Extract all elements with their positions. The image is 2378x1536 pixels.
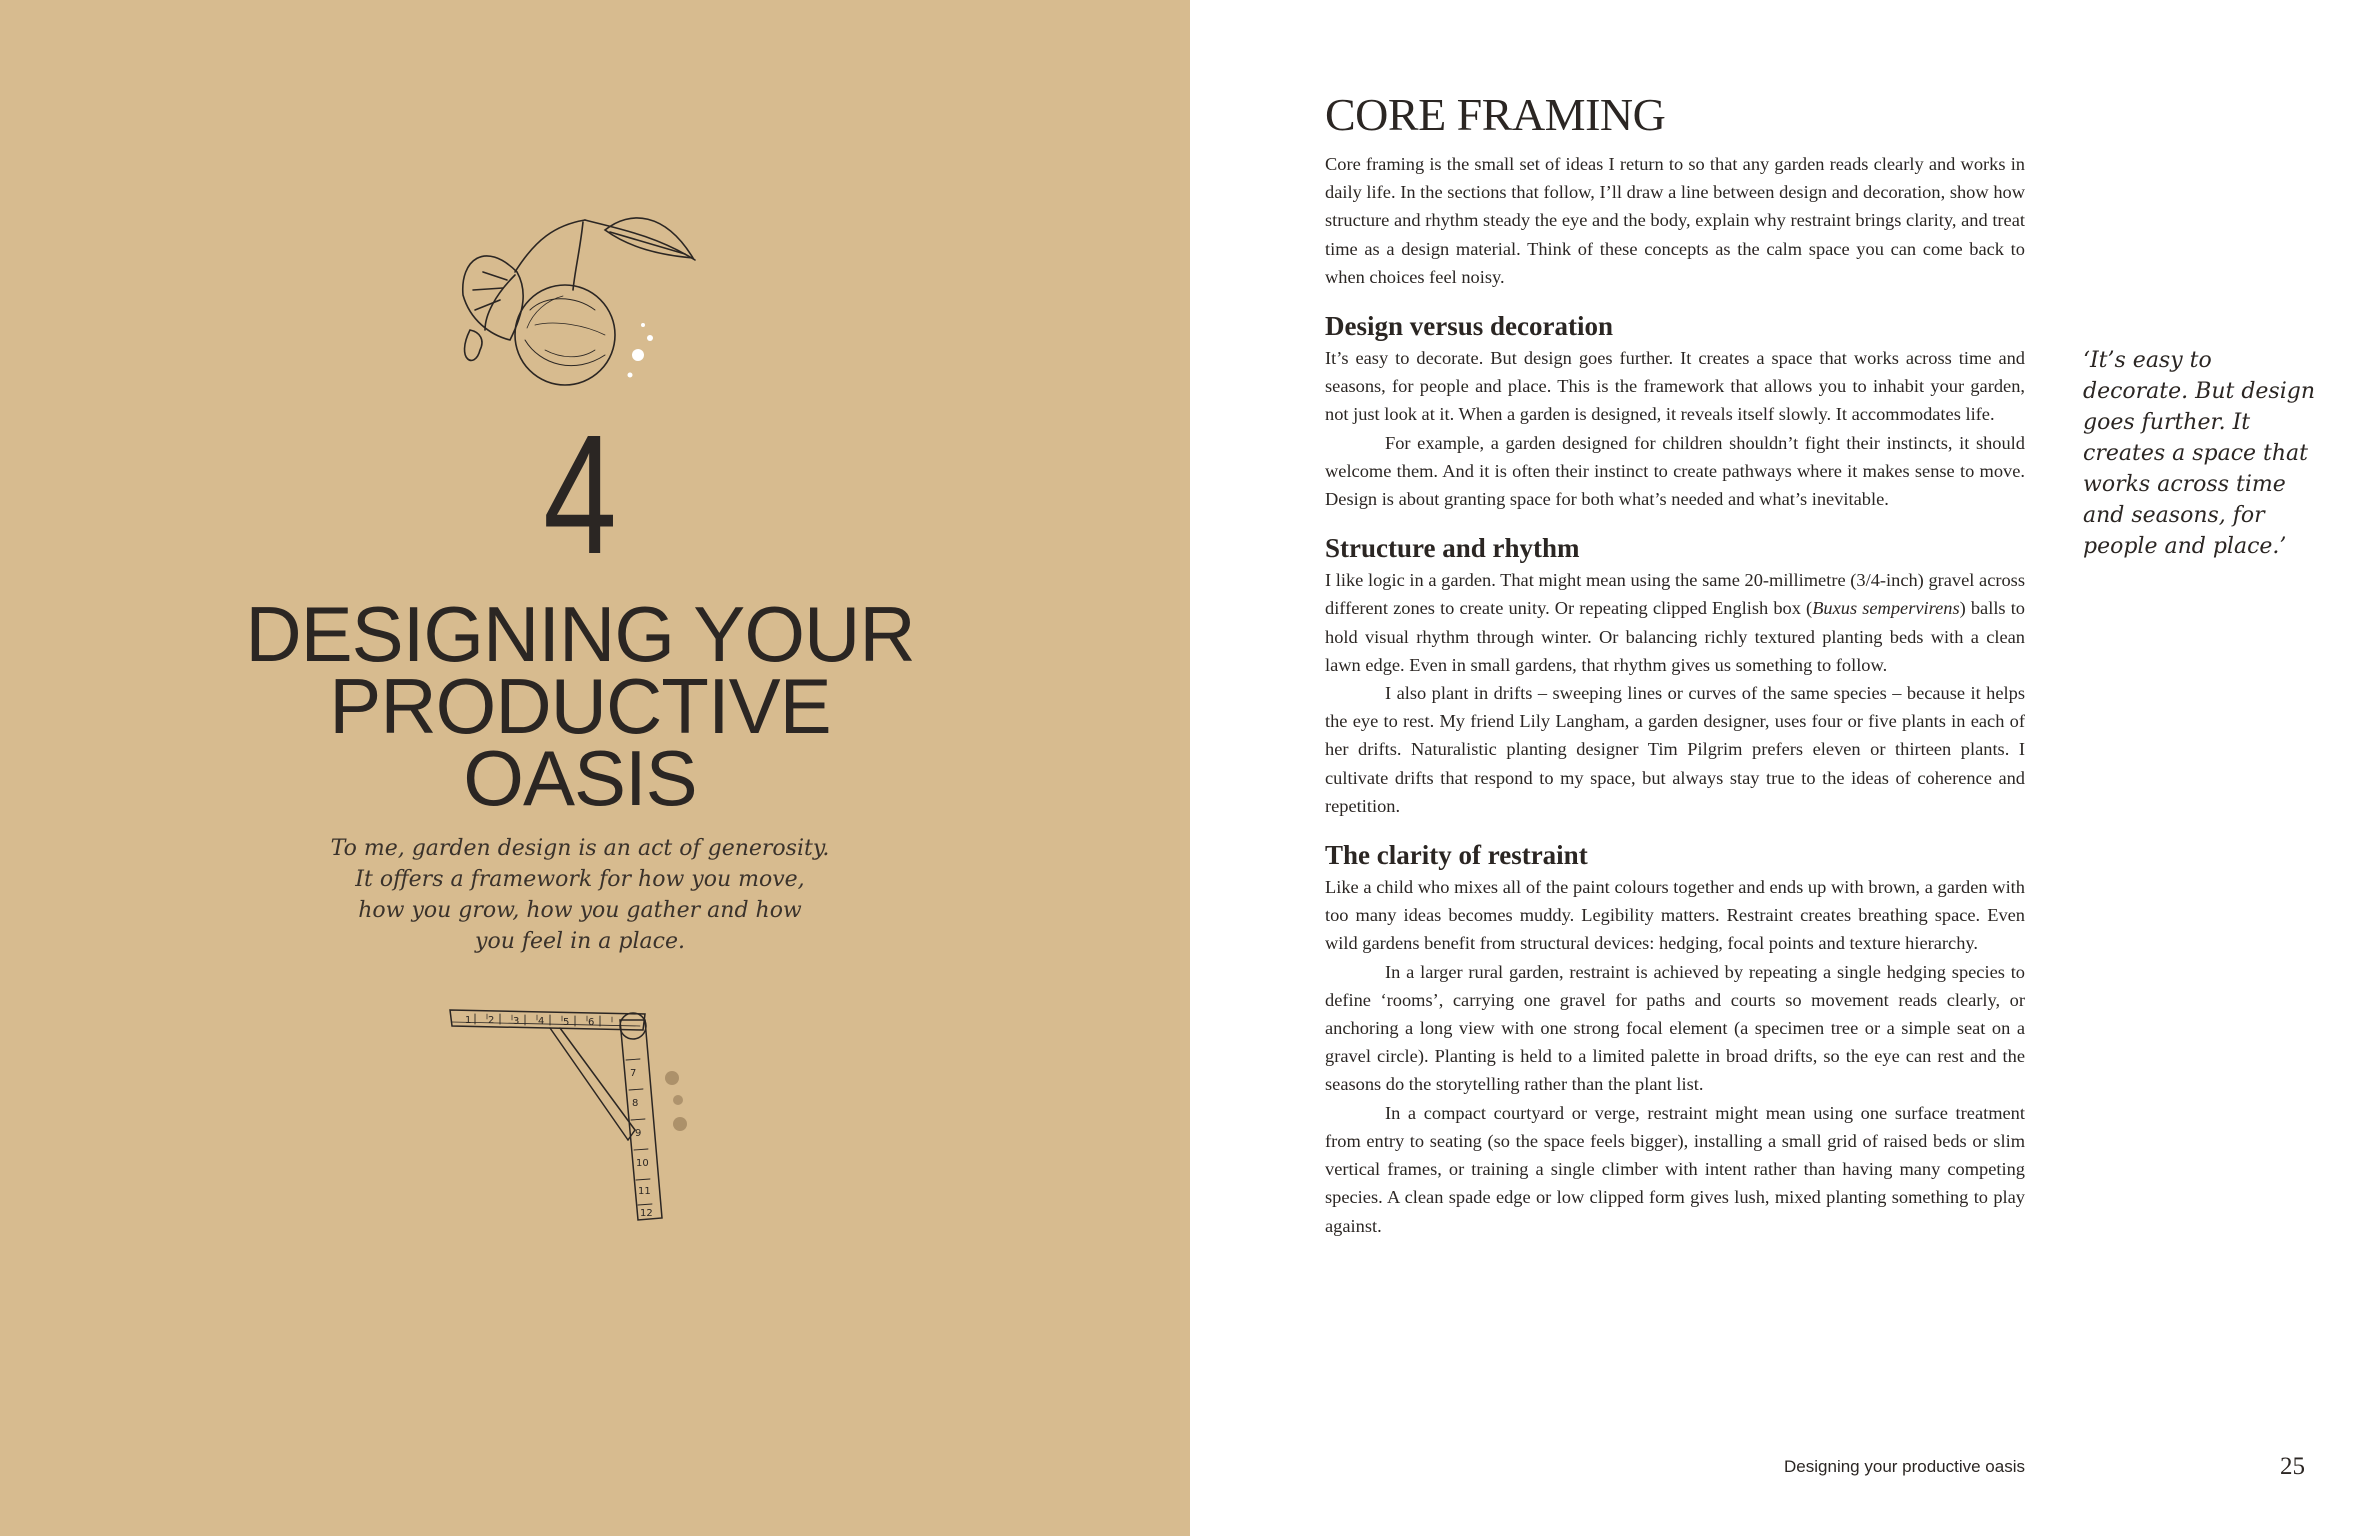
chapter-intro <box>300 833 860 957</box>
body-paragraph: For example, a garden designed for children shouldn’t fight their instincts, it should welcome them. And it is often their instinct to create pathways where it makes sense to move. Design is about granting space for both what’s needed and what’s inevitable. <box>1325 432 2025 510</box>
body-text: I like logic in a garden. That might mean using the same 20-millimetre (3/4-inch) gravel across different zones to create unity. Or repeating clipped English box ( <box>1325 570 2025 619</box>
body-paragraph: I also plant in drifts – sweeping lines or curves of the same species – because it helps the eye to rest. My friend Lily Langham, a garden designer, uses four or five plants in each of her drifts. Naturalistic planting designer Tim Pilgrim prefers eleven or thirteen plants. I cultivate drifts that respond to my space, but always stay true to the ideas of coherence and repetition. <box>1325 683 2025 816</box>
body-paragraph: Like a child who mixes all of the paint colours together and ends up with brown, a garden with too many ideas becomes muddy. Legibility matters. Restraint creates breathing space. Even wild gardens benefit from structural devices: hedging, focal points and texture hierarchy. <box>1325 877 2025 954</box>
ruler-number: 10 <box>636 1158 649 1169</box>
body-paragraph <box>1325 566 2025 679</box>
body-paragraph: In a larger rural garden, restraint is achieved by repeating a single hedging species to define ‘rooms’, carrying one gravel for paths and courts so movement reads clearly, or anchoring a long view with one strong focal element (a specimen tree or a simple seat on a gravel circle). Planting is held to a limited palette in broad drifts, so the eye can rest and the seasons do the storytelling rather than the plant list. <box>1325 961 2025 1095</box>
body-paragraph: It’s easy to decorate. But design goes further. It creates a space that works across time and seasons, for people and place. This is the framework that allows you to inhabit your garden, not just look at it. When a garden is designed, it reveals itself slowly. It accommodates life. <box>1325 348 2025 425</box>
running-footer: Designing your productive oasis <box>1784 1457 2025 1476</box>
botanical-name: Buxus sempervirens <box>1812 598 1960 619</box>
intro-paragraph: Core framing is the small set of ideas I return to so that any garden reads clearly and works in daily life. In the sections that follow, I’ll draw a line between design and decoration, show how structure and rhythm steady the eye and the body, explain why restraint brings clarity, and treat time as a design material. Think of these concepts as the calm space you can come back to when choices feel noisy. <box>1325 154 2025 287</box>
body-text: ) balls to hold visual rhythm through winter. Or balancing richly textured planting beds with a clean lawn edge. Even in small gardens, that rhythm gives us something to follow. <box>1325 598 2026 675</box>
ruler-number: 2 <box>488 1015 495 1026</box>
chapter-number: 4 <box>543 400 617 590</box>
intro-line: you feel in a place. <box>475 929 685 954</box>
subheading-structure-and-rhythm: Structure and rhythm <box>1325 533 1580 564</box>
subheading-clarity-of-restraint: The clarity of restraint <box>1325 840 1588 871</box>
subheading-design-versus-decoration: Design versus decoration <box>1325 311 1613 342</box>
right-page <box>1190 0 2378 1536</box>
intro-line: It offers a framework for how you move, <box>355 867 805 892</box>
folding-ruler-illustration <box>440 1000 700 1230</box>
intro-line: To me, garden design is an act of generosity. <box>330 836 830 861</box>
ruler-number: 4 <box>538 1016 545 1027</box>
citrus-fruit-illustration <box>455 200 700 395</box>
ruler-number: 8 <box>632 1098 639 1109</box>
body-paragraph: In a compact courtyard or verge, restraint might mean using one surface treatment from entry to seating (so the space feels bigger), installing a small grid of raised beds or slim vertical frames, or training a single climber with intent rather than having many competing species. A clean spade edge or low clipped form gives lush, mixed planting something to play against. <box>1325 1102 2025 1236</box>
ruler-number: 1 <box>465 1015 472 1026</box>
ruler-number: 5 <box>563 1017 570 1028</box>
ruler-number: 6 <box>588 1017 595 1028</box>
ruler-number: 7 <box>630 1068 637 1079</box>
section-heading: CORE FRAMING <box>1325 89 1666 140</box>
ruler-number: 9 <box>635 1128 642 1139</box>
page-number: 25 <box>2280 1453 2305 1480</box>
pull-quote: ‘It’s easy to decorate. But design goes further. It creates a space that works across time and seasons, for people and place.’ <box>2083 348 2315 559</box>
chapter-title-line: OASIS <box>463 734 697 822</box>
intro-line: how you grow, how you gather and how <box>358 898 802 923</box>
ruler-number: 12 <box>640 1208 653 1219</box>
chapter-title-line: PRODUCTIVE <box>329 662 831 750</box>
chapter-title-line: DESIGNING YOUR <box>245 590 915 678</box>
chapter-title <box>150 590 1010 822</box>
ruler-number: 11 <box>638 1186 651 1197</box>
ruler-number: 3 <box>513 1016 520 1027</box>
body-text-column <box>1325 150 2025 1240</box>
